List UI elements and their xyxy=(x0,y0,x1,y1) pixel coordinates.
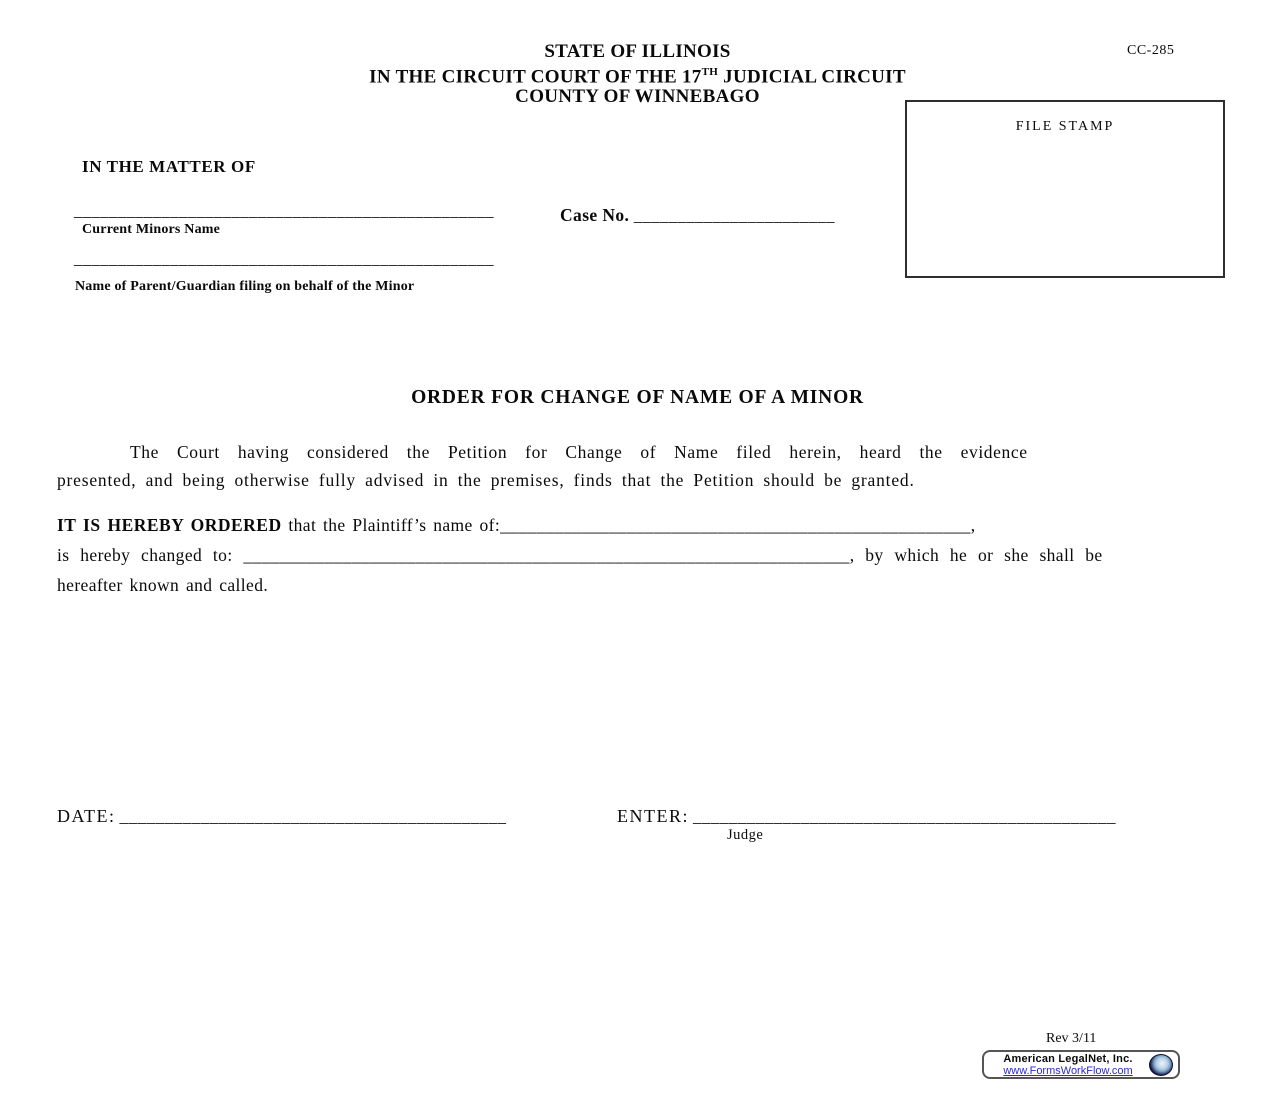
minor-name-label: Current Minors Name xyxy=(82,222,221,237)
file-stamp-box xyxy=(905,100,1225,278)
enter-row xyxy=(617,806,1116,827)
revision-label: Rev 3/11 xyxy=(1046,1031,1097,1046)
minor-name-blank-line: ________________________________________________ xyxy=(74,201,494,220)
judge-signature-blank-line: _______________________________________________ xyxy=(693,807,1116,826)
body-paragraph-line2: presented, and being otherwise fully advised in the premises, finds that the Petition should be granted. xyxy=(57,470,915,490)
forms-workflow-link[interactable]: www.FormsWorkFlow.com xyxy=(1003,1065,1133,1077)
case-number-label: Case No. xyxy=(560,205,630,225)
header-state-line: STATE OF ILLINOIS xyxy=(544,41,731,62)
ordered-clause-line3: hereafter known and called. xyxy=(57,575,269,595)
new-name-blank-line: ___________________________________________________________________ xyxy=(243,545,850,565)
logo-text xyxy=(989,1052,1147,1077)
ordered-clause-line1: IT IS HEREBY ORDERED that the Plaintiff’s name of:____________________________________________________, xyxy=(57,515,976,535)
ordered-clause-bold: IT IS HEREBY ORDERED xyxy=(57,515,282,535)
date-blank-line: ___________________________________________ xyxy=(119,807,507,826)
globe-icon xyxy=(1149,1054,1173,1076)
date-label: DATE: xyxy=(57,806,116,826)
enter-label: ENTER: xyxy=(617,806,689,826)
header-circuit-line: IN THE CIRCUIT COURT OF THE 17TH JUDICIAL CIRCUIT xyxy=(369,66,906,88)
guardian-name-label: Name of Parent/Guardian filing on behalf of the Minor xyxy=(75,279,415,294)
judge-label: Judge xyxy=(727,827,764,843)
matter-heading: IN THE MATTER OF xyxy=(82,157,256,176)
ordered-clause-line2: is hereby changed to: ___________________________________________________________________, by which he or she shall be xyxy=(57,545,1103,565)
american-legalnet-logo-box xyxy=(982,1050,1180,1079)
case-number-row xyxy=(560,205,835,226)
form-code: CC-285 xyxy=(1127,43,1175,58)
guardian-name-blank-line: ________________________________________________ xyxy=(74,249,494,268)
court-header xyxy=(0,42,1275,107)
logo-company-name: American LegalNet, Inc. xyxy=(1003,1053,1133,1065)
body-paragraph-line1: The Court having considered the Petition for Change of Name filed herein, heard the evidence xyxy=(130,442,1028,462)
plaintiff-name-blank-line: ____________________________________________________ xyxy=(500,515,971,535)
date-row xyxy=(57,806,507,827)
ordinal-superscript: TH xyxy=(701,66,719,78)
header-county-line: COUNTY OF WINNEBAGO xyxy=(515,86,760,108)
document-title: ORDER FOR CHANGE OF NAME OF A MINOR xyxy=(411,387,864,408)
case-number-blank-line: _______________________ xyxy=(633,206,835,225)
file-stamp-label: FILE STAMP xyxy=(1015,119,1115,134)
